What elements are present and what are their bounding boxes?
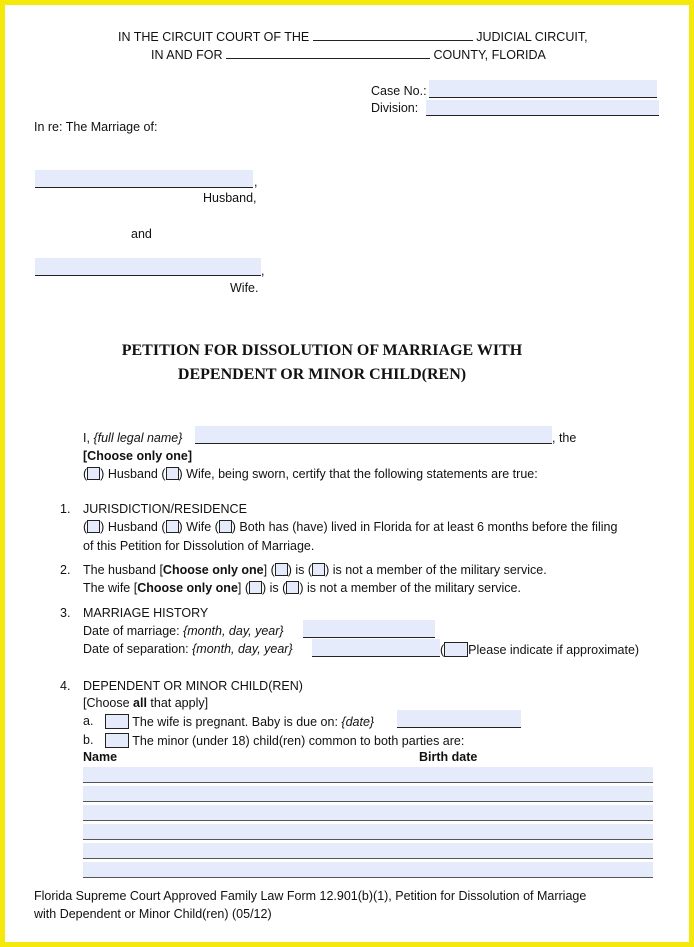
- court-line-2-prefix: IN AND FOR: [151, 48, 223, 62]
- s1-husband-checkbox[interactable]: [87, 520, 100, 533]
- approximate-checkbox[interactable]: [444, 642, 468, 657]
- case-no-label: Case No.:: [371, 84, 427, 98]
- and-text: and: [131, 227, 152, 241]
- s1-wife-label: Wife: [186, 520, 212, 534]
- s1-options: ( ) Husband ( ) Wife ( ) Both has (have) lived in Florida for at least 6 months before the filing: [83, 520, 618, 534]
- s2-husband-prefix: The husband [: [83, 563, 163, 577]
- s4-b-label: b.: [83, 733, 94, 747]
- approximate-label: Please indicate if approximate): [468, 643, 640, 657]
- court-line-1: [118, 30, 588, 44]
- s1-heading: JURISDICTION/RESIDENCE: [83, 502, 247, 516]
- s4-b-line: [105, 733, 464, 748]
- child-row-2[interactable]: [83, 786, 653, 802]
- due-date-field[interactable]: [397, 710, 521, 728]
- court-line-2: [151, 48, 546, 62]
- child-row-5[interactable]: [83, 843, 653, 859]
- division-field[interactable]: [426, 100, 659, 116]
- s2-wife-is-not: is not a member of the military service.: [306, 581, 521, 595]
- intro-wife-checkbox[interactable]: [166, 467, 179, 480]
- separation-date-line: [83, 642, 293, 656]
- wife-comma: ,: [261, 264, 265, 278]
- s2-husband-close: ]: [263, 563, 268, 577]
- s1-number: 1.: [60, 502, 71, 516]
- i-text: I,: [83, 431, 90, 445]
- child-row-3[interactable]: [83, 805, 653, 821]
- separation-date-label: Date of separation:: [83, 642, 189, 656]
- s1-continuation: of this Petition for Dissolution of Marriage.: [83, 539, 315, 553]
- s3-heading: MARRIAGE HISTORY: [83, 606, 209, 620]
- wife-label: Wife.: [230, 281, 259, 295]
- child-row-4[interactable]: [83, 824, 653, 840]
- intro-options: ( ) Husband ( ) Wife, being sworn, certify that the following statements are true:: [83, 467, 538, 481]
- s4-a-label: a.: [83, 714, 94, 728]
- s2-husband-is-checkbox[interactable]: [275, 563, 288, 576]
- s1-wife-checkbox[interactable]: [166, 520, 179, 533]
- choose-only-one-intro: [Choose only one]: [83, 449, 193, 463]
- child-row-6[interactable]: [83, 862, 653, 878]
- intro-wife-label: Wife, being sworn, certify that the following statements are true:: [186, 467, 538, 481]
- minor-children-checkbox[interactable]: [105, 733, 129, 748]
- approximate-line: ( Please indicate if approximate): [440, 643, 640, 657]
- s1-both-label: Both has (have) lived in Florida for at least 6 months before the filing: [239, 520, 618, 534]
- husband-comma: ,: [254, 175, 258, 189]
- pregnant-checkbox[interactable]: [105, 714, 129, 729]
- s4-choose-all: [83, 696, 208, 710]
- full-legal-name-field[interactable]: [195, 426, 552, 444]
- s4-number: 4.: [60, 679, 71, 693]
- separation-date-hint: {month, day, year}: [192, 642, 293, 656]
- case-no-field[interactable]: [429, 80, 657, 98]
- s2-number: 2.: [60, 563, 71, 577]
- minor-children-text: The minor (under 18) child(ren) common to both parties are:: [132, 734, 465, 748]
- county-field[interactable]: [226, 58, 430, 59]
- petition-title-line-1: PETITION FOR DISSOLUTION OF MARRIAGE WITH: [121, 342, 523, 359]
- s2-wife-is-checkbox[interactable]: [249, 581, 262, 594]
- s2-wife-is-not-checkbox[interactable]: [286, 581, 299, 594]
- s2-wife-close: ]: [237, 581, 242, 595]
- wife-name-field[interactable]: [35, 258, 261, 276]
- in-re-text: In re: The Marriage of:: [34, 120, 158, 134]
- court-line-1-suffix: JUDICIAL CIRCUIT,: [476, 30, 588, 44]
- the-text: , the: [552, 431, 577, 445]
- marriage-date-field[interactable]: [303, 620, 435, 638]
- full-name-hint: {full legal name}: [93, 431, 183, 445]
- s4-heading: DEPENDENT OR MINOR CHILD(REN): [83, 679, 303, 693]
- marriage-date-line: [83, 624, 284, 638]
- judicial-circuit-field[interactable]: [313, 40, 473, 41]
- due-date-hint: {date}: [341, 715, 375, 729]
- s4-choose-bold: all: [133, 696, 147, 710]
- s2-husband-line: The husband [Choose only one] ( ) is ( ) is not a member of the military service.: [83, 563, 547, 577]
- s2-wife-prefix: The wife [: [83, 581, 138, 595]
- marriage-date-label: Date of marriage:: [83, 624, 180, 638]
- s4-choose-suffix: that apply]: [146, 696, 209, 710]
- s1-husband-label: Husband: [107, 520, 158, 534]
- court-line-1-prefix: IN THE CIRCUIT COURT OF THE: [118, 30, 310, 44]
- s2-wife-line: The wife [Choose only one] ( ) is ( ) is not a member of the military service.: [83, 581, 521, 595]
- s3-number: 3.: [60, 606, 71, 620]
- form-page: [5, 5, 689, 942]
- s2-husband-is-not-checkbox[interactable]: [312, 563, 325, 576]
- husband-name-field[interactable]: [35, 170, 253, 188]
- s2-husband-choose: Choose only one: [162, 563, 264, 577]
- s2-wife-is: is: [269, 581, 279, 595]
- column-header-birth-date: Birth date: [419, 750, 478, 764]
- marriage-date-hint: {month, day, year}: [183, 624, 284, 638]
- intro-husband-checkbox[interactable]: [87, 467, 100, 480]
- petition-title-line-2: DEPENDENT OR MINOR CHILD(REN): [177, 366, 467, 383]
- child-row-1[interactable]: [83, 767, 653, 783]
- pregnant-text: The wife is pregnant. Baby is due on:: [132, 715, 338, 729]
- s2-wife-choose: Choose only one: [137, 581, 238, 595]
- s4-choose-prefix: [Choose: [83, 696, 134, 710]
- separation-date-field[interactable]: [312, 639, 440, 657]
- husband-label: Husband,: [203, 191, 257, 205]
- court-line-2-suffix: COUNTY, FLORIDA: [433, 48, 546, 62]
- s2-husband-is-not: is not a member of the military service.: [332, 563, 547, 577]
- column-header-name: Name: [83, 750, 118, 764]
- intro-line: [83, 431, 182, 445]
- s2-husband-is: is: [295, 563, 305, 577]
- s4-a-line: [105, 714, 374, 729]
- footer-line-2: with Dependent or Minor Child(ren) (05/12): [34, 907, 272, 921]
- footer-line-1: Florida Supreme Court Approved Family Law Form 12.901(b)(1), Petition for Dissolution of Marriage: [34, 889, 587, 903]
- division-label: Division:: [371, 101, 419, 115]
- intro-husband-label: Husband: [107, 467, 158, 481]
- s1-both-checkbox[interactable]: [219, 520, 232, 533]
